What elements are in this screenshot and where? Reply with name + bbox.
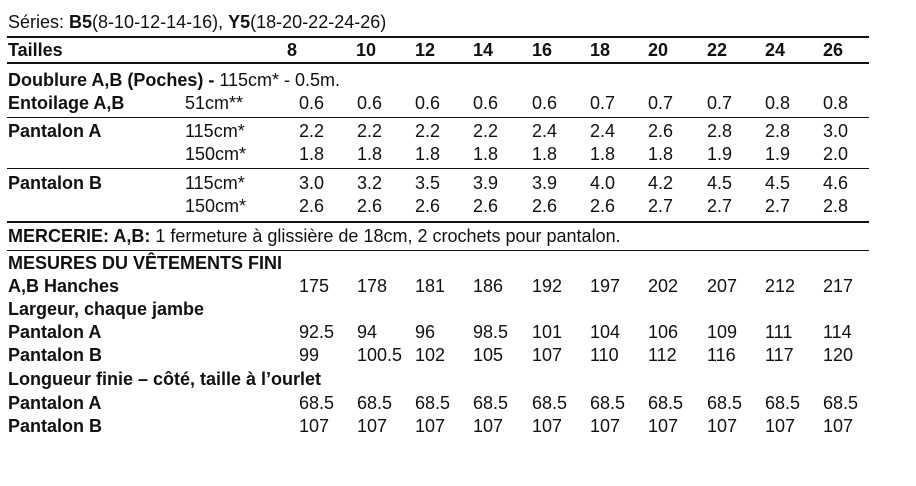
entoilage-cell: 0.6 (532, 93, 558, 113)
size-header-cell: 18 (590, 40, 611, 60)
pantalon-b-150-cell: 2.6 (357, 196, 383, 216)
pantalon-a-115-cell: 2.2 (415, 121, 441, 141)
hanches-cell: 212 (765, 276, 796, 296)
rule-mesures (7, 250, 869, 251)
hanches-cell: 175 (299, 276, 330, 296)
longueur-b-cell: 107 (415, 416, 446, 436)
doublure-text: 115cm* - 0.5m. (219, 70, 341, 90)
longueur-a-cell: 68.5 (765, 393, 801, 413)
longueur-b-cell: 107 (648, 416, 679, 436)
largeur-a-cell: 101 (532, 322, 563, 342)
entoilage-cell: 0.6 (415, 93, 441, 113)
longueur-b-cell: 107 (823, 416, 854, 436)
pantalon-b-115-cell: 3.9 (532, 173, 558, 193)
size-header-cell: 12 (415, 40, 436, 60)
rule-pantalon-b (7, 168, 869, 169)
size-header-cell: 20 (648, 40, 669, 60)
pantalon-b-150-cell: 2.7 (707, 196, 733, 216)
entoilage-cell: 0.6 (357, 93, 383, 113)
largeur-a-cell: 114 (823, 322, 852, 342)
series-b5-sizes: (8-10-12-14-16), (92, 12, 229, 32)
rule-mercerie (7, 221, 869, 223)
pantalon-a-115-cell: 2.8 (765, 121, 791, 141)
largeur-b-cell: 105 (473, 345, 504, 365)
longueur-b-cell: 107 (707, 416, 738, 436)
size-header-cell: 14 (473, 40, 494, 60)
hanches-cell: 202 (648, 276, 679, 296)
series-y5-sizes: (18-20-22-24-26) (250, 12, 387, 32)
pantalon-a-115-cell: 2.4 (590, 121, 616, 141)
largeur-a-cell: 96 (415, 322, 436, 342)
hanches-cell: 197 (590, 276, 621, 296)
pantalon-a-115-cell: 2.4 (532, 121, 558, 141)
rule-top (7, 36, 869, 38)
entoilage-cell: 0.7 (707, 93, 733, 113)
series-b5: B5 (69, 12, 93, 32)
longueur-a-label: Pantalon A (8, 393, 102, 413)
hanches-cell: 178 (357, 276, 388, 296)
pantalon-a-150-cell: 1.9 (765, 144, 791, 164)
pantalon-b-150-cell: 2.6 (532, 196, 558, 216)
entoilage-width: 51cm** (185, 93, 244, 113)
rule-header (7, 62, 869, 64)
longueur-b-cell: 107 (299, 416, 330, 436)
entoilage-cell: 0.7 (590, 93, 616, 113)
pantalon-b-150-cell: 2.6 (415, 196, 441, 216)
pantalon-b-label: Pantalon B (8, 173, 103, 193)
longueur-a-cell: 68.5 (648, 393, 684, 413)
hanches-cell: 181 (415, 276, 446, 296)
entoilage-label: Entoilage A,B (8, 93, 125, 113)
pantalon-b-150-cell: 2.7 (648, 196, 674, 216)
pantalon-a-115-cell: 2.2 (299, 121, 325, 141)
largeur-a-cell: 98.5 (473, 322, 509, 342)
entoilage-cell: 0.6 (299, 93, 325, 113)
longueur-b-cell: 107 (590, 416, 621, 436)
longueur-b-cell: 107 (765, 416, 796, 436)
hanches-cell: 192 (532, 276, 563, 296)
longueur-b-cell: 107 (473, 416, 504, 436)
series-line (8, 11, 386, 33)
mesures-title: MESURES DU VÊTEMENTS FINI (8, 253, 283, 273)
entoilage-cell: 0.6 (473, 93, 499, 113)
pantalon-b-115-cell: 3.5 (415, 173, 441, 193)
pantalon-a-width-115: 115cm* (185, 121, 245, 141)
pantalon-b-115-cell: 4.5 (765, 173, 791, 193)
pantalon-a-150-cell: 1.8 (357, 144, 383, 164)
largeur-a-label: Pantalon A (8, 322, 102, 342)
pantalon-a-115-cell: 2.2 (473, 121, 499, 141)
entoilage-cell: 0.8 (823, 93, 849, 113)
pantalon-b-115-cell: 4.2 (648, 173, 674, 193)
pantalon-b-150-cell: 2.8 (823, 196, 849, 216)
longueur-b-cell: 107 (532, 416, 563, 436)
entoilage-cell: 0.7 (648, 93, 674, 113)
header-label: Tailles (8, 40, 63, 60)
pantalon-a-115-cell: 2.6 (648, 121, 674, 141)
largeur-b-cell: 107 (532, 345, 563, 365)
largeur-a-cell: 92.5 (299, 322, 335, 342)
largeur-b-cell: 102 (415, 345, 446, 365)
longueur-a-cell: 68.5 (590, 393, 626, 413)
largeur-b-cell: 116 (707, 345, 736, 365)
largeur-b-cell: 99 (299, 345, 320, 365)
pantalon-b-115-cell: 3.9 (473, 173, 499, 193)
largeur-b-cell: 110 (590, 345, 619, 365)
largeur-a-cell: 104 (590, 322, 621, 342)
pantalon-b-115-cell: 4.5 (707, 173, 733, 193)
longueur-b-label: Pantalon B (8, 416, 103, 436)
longueur-a-cell: 68.5 (707, 393, 743, 413)
size-header-cell: 8 (287, 40, 298, 60)
pantalon-a-150-cell: 2.0 (823, 144, 849, 164)
longueur-a-cell: 68.5 (823, 393, 859, 413)
mercerie-line (8, 225, 621, 247)
longueur-b-cell: 107 (357, 416, 388, 436)
pantalon-a-150-cell: 1.8 (299, 144, 325, 164)
pantalon-a-115-cell: 3.0 (823, 121, 849, 141)
pantalon-b-150-cell: 2.7 (765, 196, 791, 216)
doublure-label: Doublure A,B (Poches) - (8, 70, 220, 90)
largeur-a-cell: 109 (707, 322, 738, 342)
pantalon-a-150-cell: 1.8 (648, 144, 674, 164)
pantalon-b-150-cell: 2.6 (299, 196, 325, 216)
largeur-b-cell: 100.5 (357, 345, 403, 365)
hanches-label: A,B Hanches (8, 276, 120, 296)
pantalon-a-150-cell: 1.8 (590, 144, 616, 164)
pantalon-a-150-cell: 1.9 (707, 144, 733, 164)
series-y5: Y5 (228, 12, 251, 32)
rule-pantalon-a (7, 117, 869, 118)
pantalon-a-150-cell: 1.8 (415, 144, 441, 164)
mercerie-label: MERCERIE: A,B: (8, 226, 156, 246)
size-header-cell: 26 (823, 40, 844, 60)
hanches-cell: 207 (707, 276, 738, 296)
size-header-cell: 16 (532, 40, 553, 60)
hanches-cell: 217 (823, 276, 854, 296)
pantalon-b-115-cell: 3.2 (357, 173, 383, 193)
entoilage-cell: 0.8 (765, 93, 791, 113)
series-label: Séries: (8, 12, 70, 32)
longueur-a-cell: 68.5 (415, 393, 451, 413)
largeur-a-cell: 111 (765, 322, 793, 342)
largeur-b-cell: 112 (648, 345, 677, 365)
size-header-cell: 24 (765, 40, 786, 60)
pantalon-b-115-cell: 3.0 (299, 173, 325, 193)
pantalon-b-115-cell: 4.0 (590, 173, 616, 193)
pantalon-b-width-115: 115cm* (185, 173, 245, 193)
pantalon-a-150-cell: 1.8 (473, 144, 499, 164)
pantalon-b-150-cell: 2.6 (473, 196, 499, 216)
pantalon-a-115-cell: 2.8 (707, 121, 733, 141)
pantalon-a-label: Pantalon A (8, 121, 102, 141)
longueur-a-cell: 68.5 (473, 393, 509, 413)
longueur-a-cell: 68.5 (532, 393, 568, 413)
doublure-line (8, 69, 340, 91)
pantalon-b-115-cell: 4.6 (823, 173, 849, 193)
pantalon-b-width-150: 150cm* (185, 196, 247, 216)
longueur-title: Longueur finie – côté, taille à l’ourlet (8, 369, 322, 389)
mercerie-text: 1 fermeture à glissière de 18cm, 2 crochets pour pantalon. (155, 226, 621, 246)
longueur-a-cell: 68.5 (299, 393, 335, 413)
largeur-b-cell: 117 (765, 345, 794, 365)
hanches-cell: 186 (473, 276, 504, 296)
largeur-a-cell: 94 (357, 322, 378, 342)
longueur-a-cell: 68.5 (357, 393, 393, 413)
largeur-title: Largeur, chaque jambe (8, 299, 205, 319)
pantalon-a-width-150: 150cm* (185, 144, 247, 164)
size-header-cell: 22 (707, 40, 728, 60)
largeur-b-label: Pantalon B (8, 345, 103, 365)
size-header-cell: 10 (356, 40, 377, 60)
pantalon-a-150-cell: 1.8 (532, 144, 558, 164)
largeur-b-cell: 120 (823, 345, 854, 365)
pantalon-b-150-cell: 2.6 (590, 196, 616, 216)
largeur-a-cell: 106 (648, 322, 679, 342)
pantalon-a-115-cell: 2.2 (357, 121, 383, 141)
